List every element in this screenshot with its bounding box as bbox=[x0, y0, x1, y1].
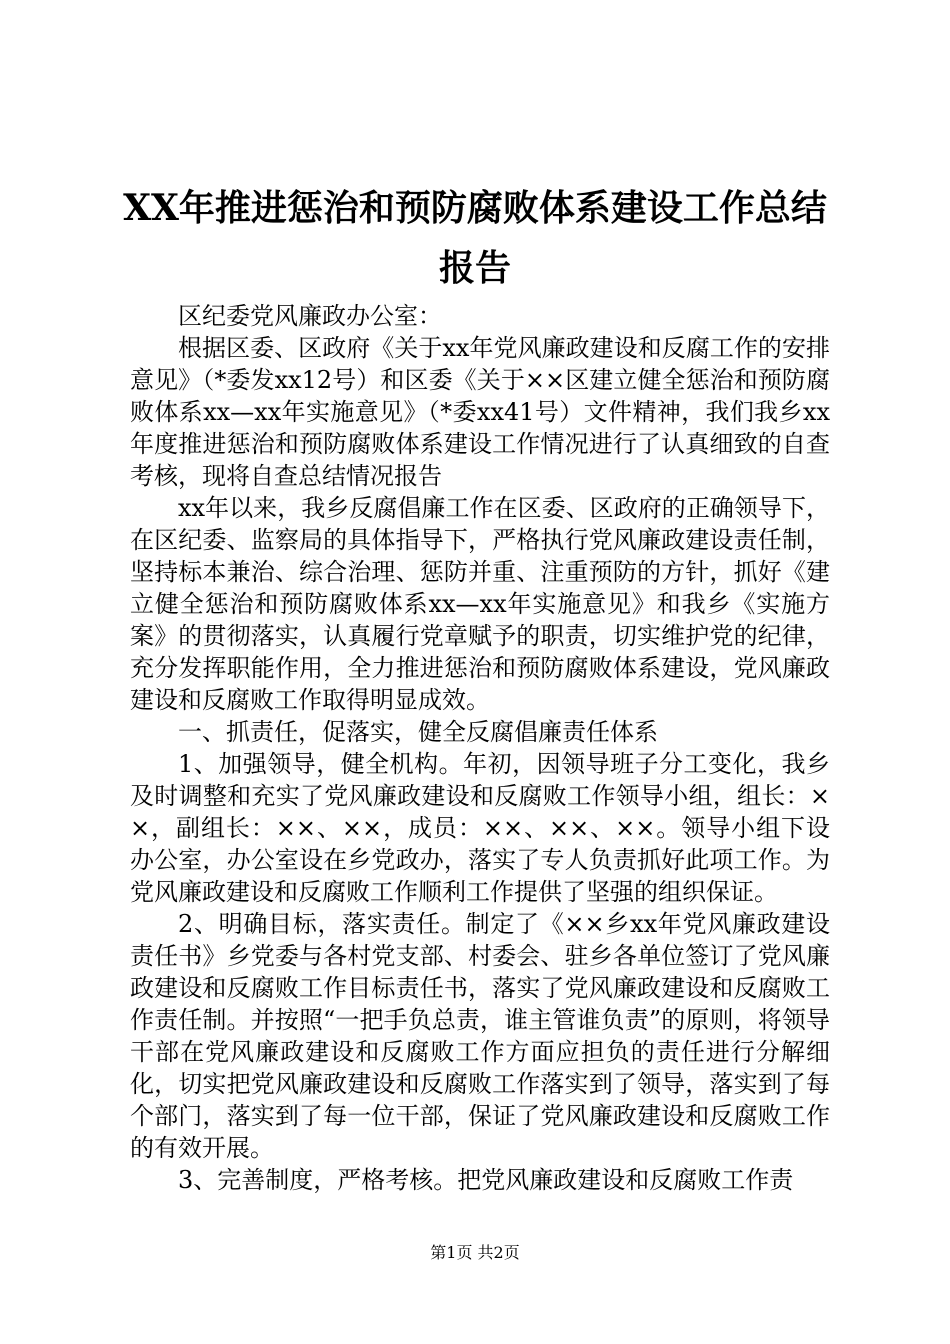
page-footer: 第1页 共2页 bbox=[430, 1243, 520, 1262]
paragraph-item-2: 2、明确目标，落实责任。制定了《××乡xx年党风廉政建设责任书》乡党委与各村党支部、村委会、驻乡各单位签订了党风廉政建设和反腐败工作目标责任书，落实了党风廉政建设和反腐败工作责任制。并按照“一把手负总责，谁主管谁负责”的原则，将领导干部在党风廉政建设和反腐败工作方面应担负的责任进行分解细化，切实把党风廉政建设和反腐败工作落实到了领导，落实到了每个部门，落实到了每一位干部，保证了党风廉政建设和反腐败工作的有效开展。 bbox=[130, 910, 830, 1162]
document-body bbox=[130, 300, 830, 1196]
paragraph-item-1: 1、加强领导，健全机构。年初，因领导班子分工变化，我乡及时调整和充实了党风廉政建设和反腐败工作领导小组，组长：××，副组长：××、××，成员：××、××、××。领导小组下设办公室，办公室设在乡党政办，落实了专人负责抓好此项工作。为党风廉政建设和反腐败工作顺利工作提供了坚强的组织保证。 bbox=[130, 750, 830, 906]
salutation: 区纪委党风廉政办公室： bbox=[178, 302, 442, 330]
paragraph-intro: 根据区委、区政府《关于xx年党风廉政建设和反腐工作的安排意见》（*委发xx12号）和区委《关于××区建立健全惩治和预防腐败体系xx—xx年实施意见》（*委xx41号）文件精神，我们我乡xx年度推进惩治和预防腐败体系建设工作情况进行了认真细致的自查考核，现将自查总结情况报告 bbox=[130, 334, 830, 490]
paragraph-overview: xx年以来，我乡反腐倡廉工作在区委、区政府的正确领导下，在区纪委、监察局的具体指导下，严格执行党风廉政建设责任制，坚持标本兼治、综合治理、惩防并重、注重预防的方针，抓好《建立健全惩治和预防腐败体系xx—xx年实施意见》和我乡《实施方案》的贯彻落实，认真履行党章赋予的职责，切实维护党的纪律，充分发挥职能作用，全力推进惩治和预防腐败体系建设，党风廉政建设和反腐败工作取得明显成效。 bbox=[130, 494, 830, 714]
paragraph-item-3: 3、完善制度，严格考核。把党风廉政建设和反腐败工作责 bbox=[178, 1166, 794, 1194]
section-heading-1: 一、抓责任，促落实，健全反腐倡廉责任体系 bbox=[178, 718, 658, 746]
document-title-line2: 报告 bbox=[438, 247, 511, 289]
document-title-line1: XX年推进惩治和预防腐败体系建设工作总结 bbox=[123, 187, 827, 229]
